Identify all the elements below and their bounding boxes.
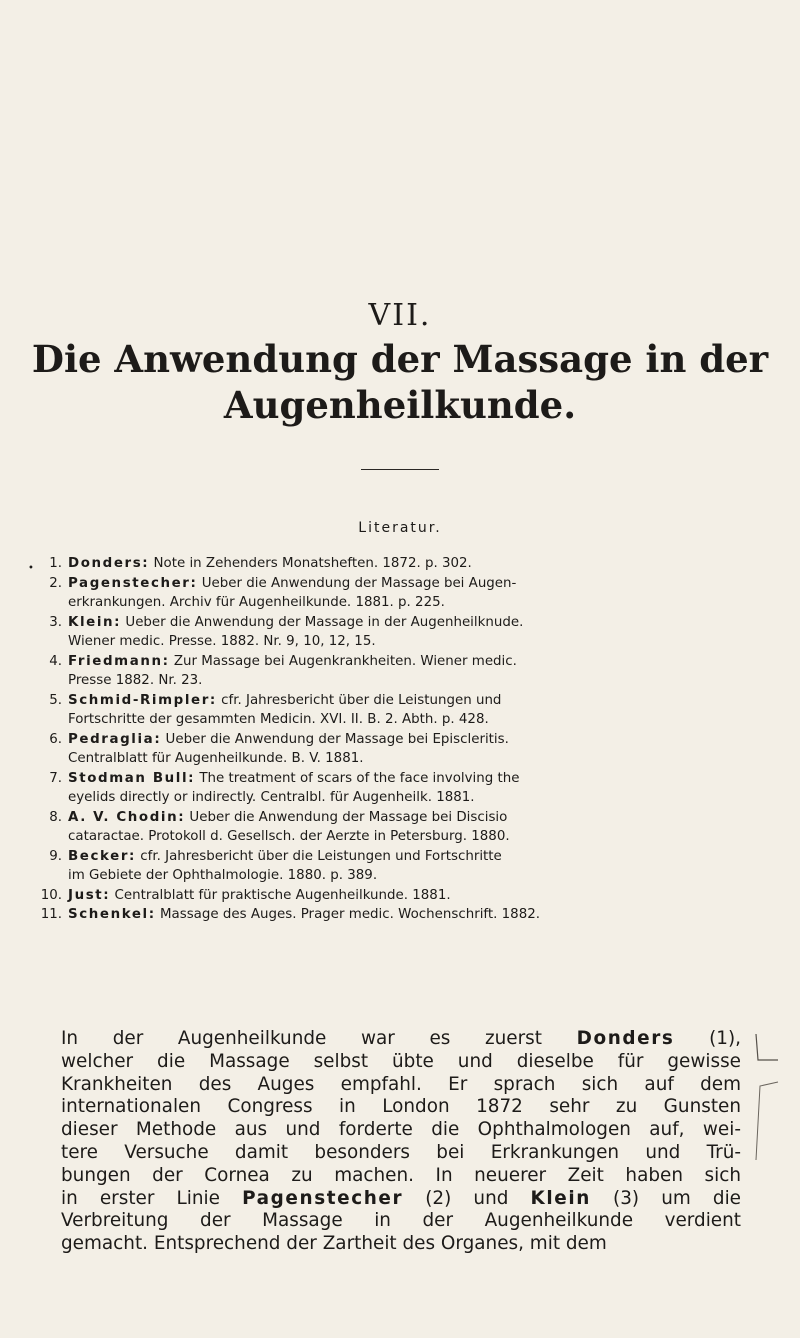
literature-heading: Literatur. — [358, 520, 442, 536]
reference-item: 4. Friedmann: Zur Massage bei Augenkrankheiten. Wiener medic. Presse 1882. Nr. 23. — [49, 653, 517, 688]
reference-item: 11. Schenkel: Massage des Auges. Prager medic. Wochenschrift. 1882. — [40, 907, 540, 922]
body-line: dieser Methode aus und forderte die Ophthalmologen auf, wei- — [61, 1119, 741, 1141]
margin-bullet: • — [28, 563, 34, 574]
body-line: Krankheiten des Auges empfahl. Er sprach sich auf dem — [61, 1073, 741, 1095]
reference-item: 9. Becker: cfr. Jahresbericht über die Leistungen und Fortschritte im Gebiete der Ophthalmologie. 1880. p. 389. — [49, 848, 502, 883]
body-paragraph — [61, 1028, 741, 1256]
title-line-1: Die Anwendung der Massage in der — [31, 337, 769, 381]
reference-item: 8. A. V. Chodin: Ueber die Anwendung der Massage bei Discisio cataractae. Protokoll d. Gesellsch. der Aerzte in Petersburg. 1880. — [49, 809, 510, 844]
body-line: Verbreitung der Massage in der Augenheilkunde verdient — [61, 1210, 741, 1232]
title-divider — [361, 469, 439, 470]
reference-item: 5. Schmid-Rimpler: cfr. Jahresbericht über die Leistungen und Fortschritte der gesammten Medicin. XVI. II. B. 2. Abth. p. 428. — [49, 692, 502, 727]
body-line: welcher die Massage selbst übte und dieselbe für gewisse — [61, 1050, 741, 1072]
reference-item: 1. Donders: Note in Zehenders Monatsheften. 1872. p. 302. — [49, 556, 472, 571]
chapter-title — [0, 336, 800, 428]
reference-list — [32, 554, 772, 925]
body-line: in erster Linie Pagenstecher (2) und Klein (3) um die — [61, 1187, 741, 1209]
margin-bracket-mark — [750, 1030, 780, 1190]
reference-item: 2. Pagenstecher: Ueber die Anwendung der Massage bei Augen- erkrankungen. Archiv für Augenheilkunde. 1881. p. 225. — [49, 575, 517, 610]
reference-item: 7. Stodman Bull: The treatment of scars of the face involving the eyelids directly or indirectly. Centralbl. für Augenheilk. 1881. — [49, 770, 520, 805]
body-line: In der Augenheilkunde war es zuerst Donders (1), — [61, 1028, 741, 1049]
chapter-number: VII. — [368, 298, 432, 333]
reference-item: 3. Klein: Ueber die Anwendung der Massage in der Augenheilknude. Wiener medic. Presse. 1882. Nr. 9, 10, 12, 15. — [49, 614, 524, 649]
body-line: bungen der Cornea zu machen. In neuerer Zeit haben sich — [61, 1164, 741, 1186]
body-line: internationalen Congress in London 1872 sehr zu Gunsten — [61, 1096, 741, 1118]
body-line: gemacht. Entsprechend der Zartheit des Organes, mit dem — [61, 1233, 607, 1255]
reference-item: 10. Just: Centralblatt für praktische Augenheilkunde. 1881. — [40, 887, 451, 903]
reference-item: 6. Pedraglia: Ueber die Anwendung der Massage bei Episcleritis. Centralblatt für Augenheilkunde. B. V. 1881. — [49, 731, 509, 766]
title-line-2: Augenheilkunde. — [223, 383, 577, 427]
body-line: tere Versuche damit besonders bei Erkrankungen und Trü- — [61, 1141, 741, 1163]
